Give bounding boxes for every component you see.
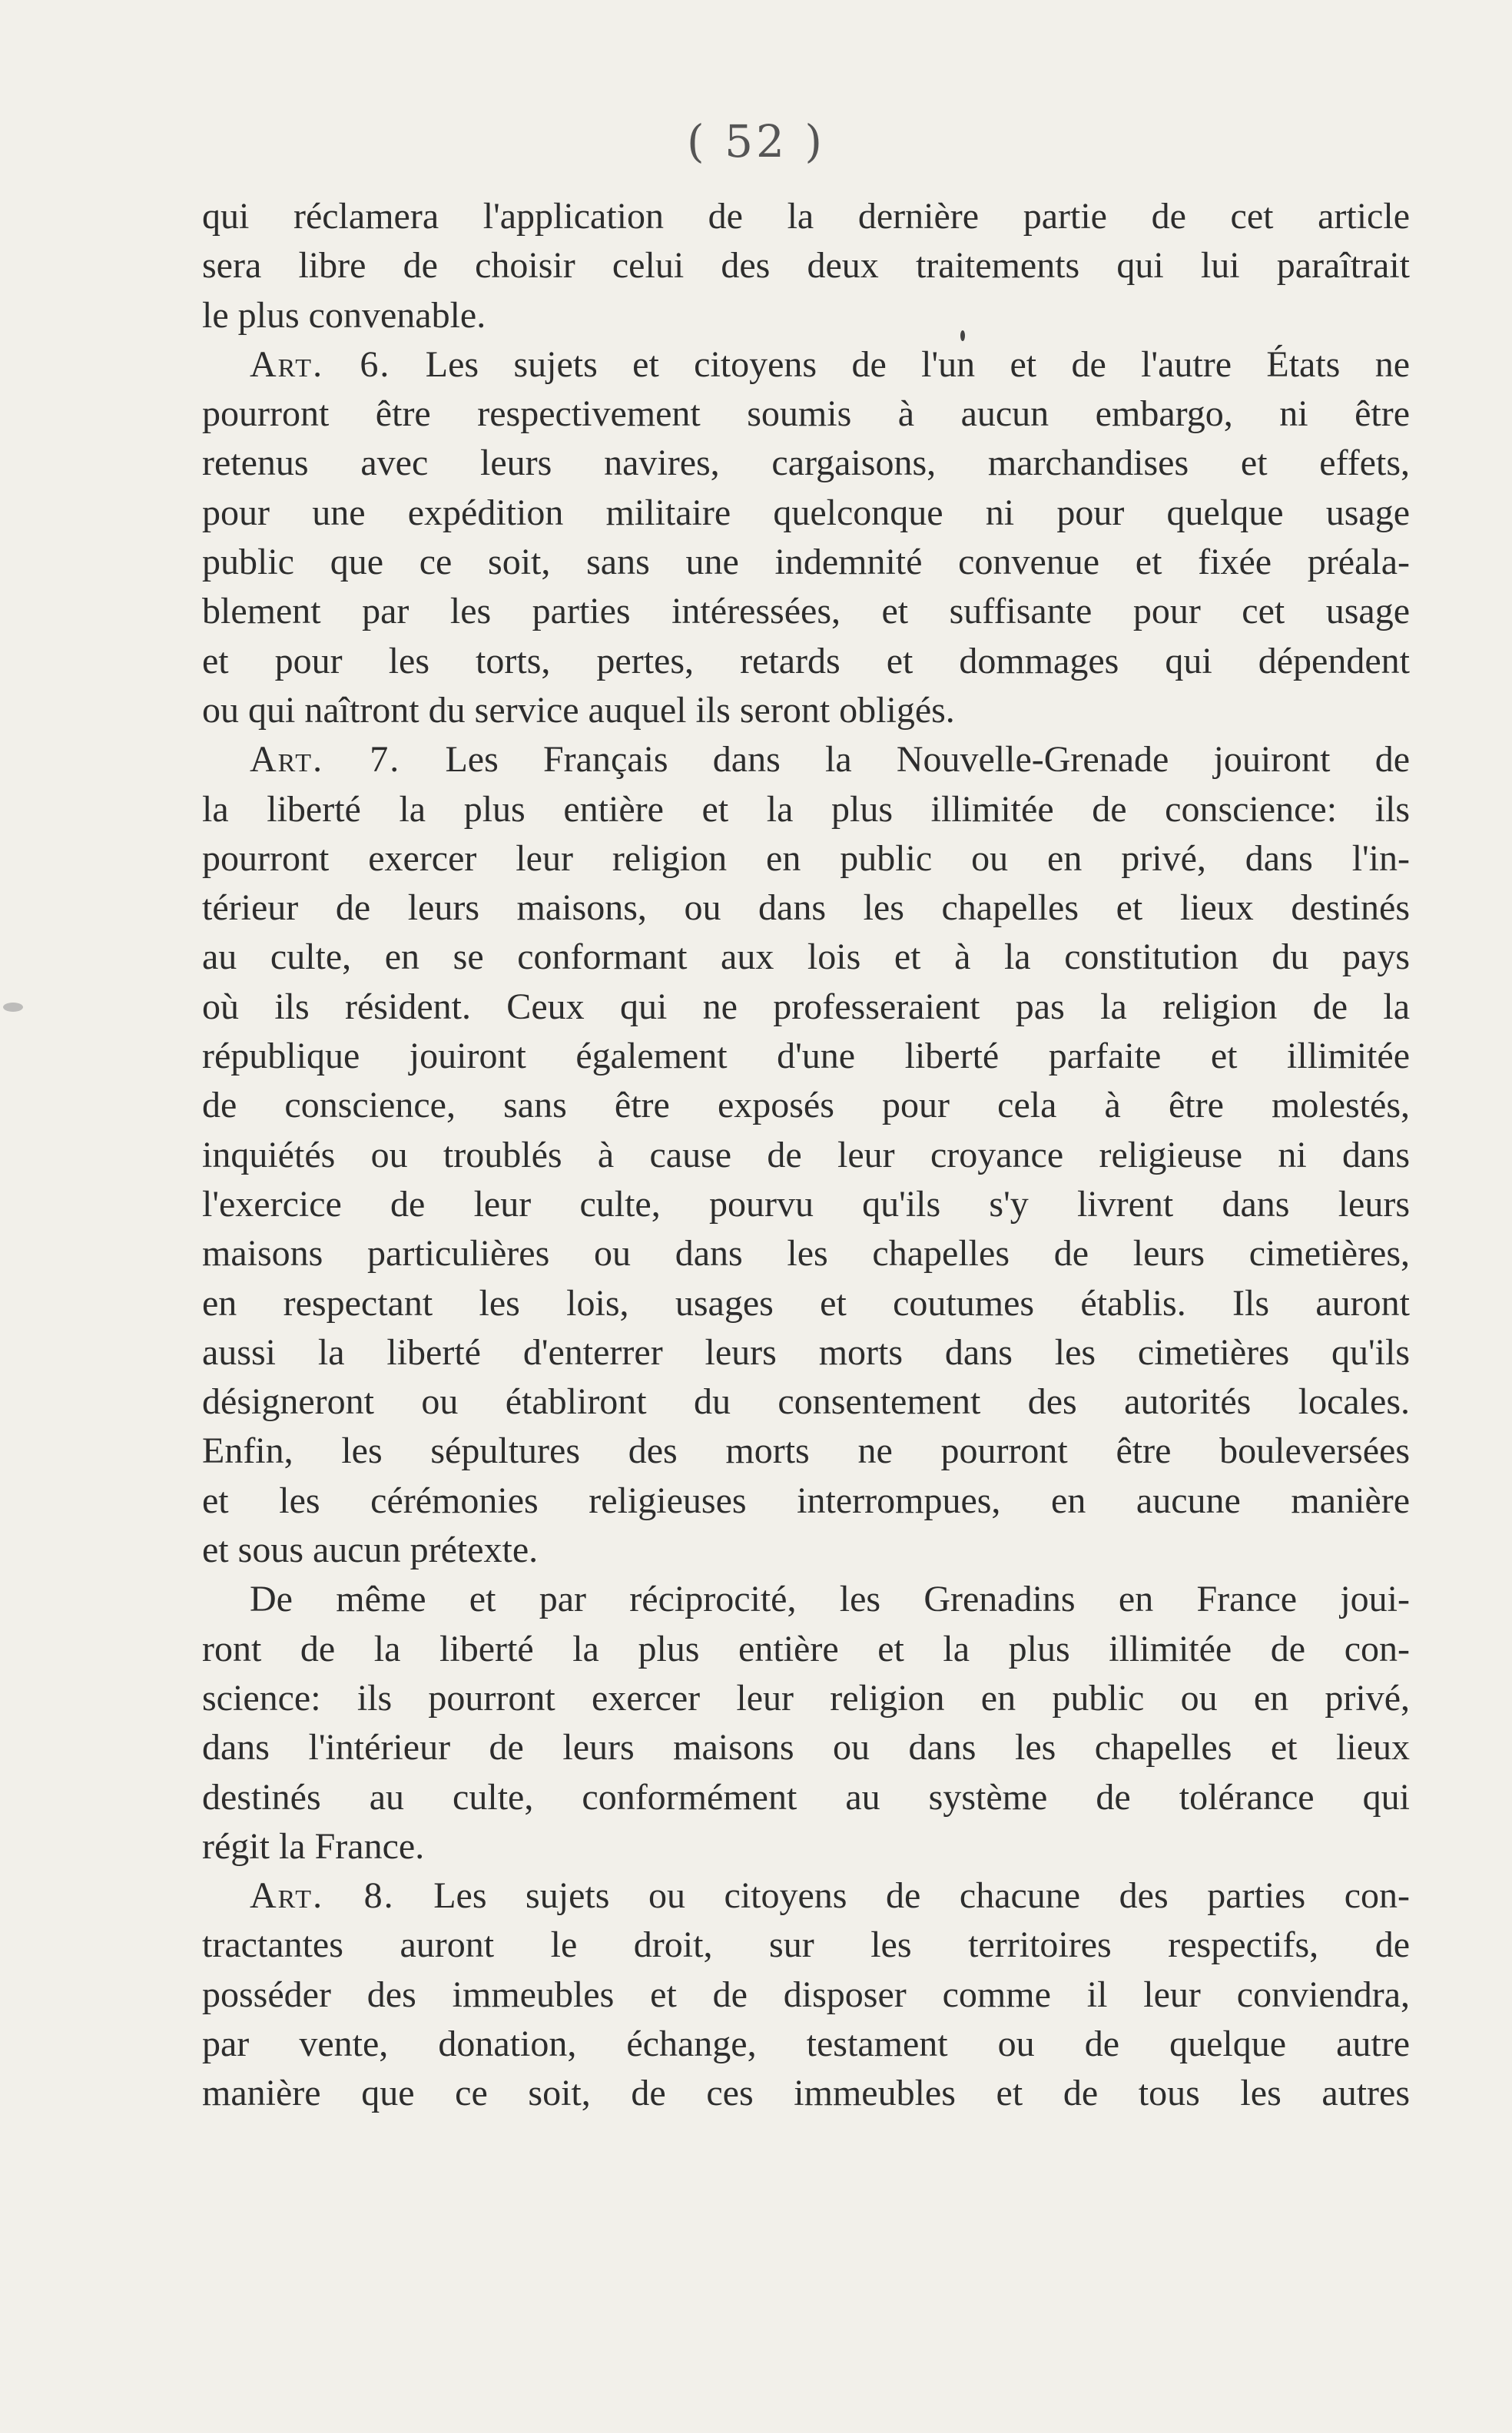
text-line: [202, 1625, 1410, 1674]
text-line: [202, 1081, 1410, 1130]
text-line: [202, 1526, 1410, 1575]
text-line: [202, 1180, 1410, 1229]
text-line-content: Les sujets ou citoyens de chacune des parties con-: [394, 1875, 1411, 1917]
text-line: [202, 1229, 1410, 1278]
text-line-content: et sous aucun prétexte.: [202, 1530, 539, 1571]
text-line-content: par vente, donation, échange, testament ou de quelque autre: [202, 2023, 1410, 2064]
text-line: [202, 1723, 1410, 1772]
text-line-content: désigneront ou établiront du consentement des autorités locales.: [202, 1381, 1410, 1423]
text-line-content: ou qui naîtront du service auquel ils seront obligés.: [202, 689, 955, 731]
text-line: [202, 686, 1410, 735]
text-line-content: qui réclamera l'application de la dernière partie de cet article: [202, 196, 1410, 237]
text-line-content: tractantes auront le droit, sur les territoires respectifs, de: [202, 1924, 1410, 1966]
text-line-content: science: ils pourront exercer leur religion en public ou en privé,: [202, 1677, 1410, 1719]
text-line-content: posséder des immeubles et de disposer comme il leur conviendra,: [202, 1974, 1410, 2015]
text-line: [202, 1427, 1410, 1476]
text-line: [202, 192, 1410, 241]
text-line: [202, 1871, 1410, 1921]
text-line-content: de conscience, sans être exposés pour cela à être molestés,: [202, 1085, 1410, 1126]
text-line: [202, 489, 1410, 538]
text-line-content: sera libre de choisir celui des deux traitements qui lui paraîtrait: [202, 245, 1410, 287]
text-line-content: au culte, en se conformant aux lois et à la constitution du pays: [202, 936, 1410, 978]
text-line: [202, 538, 1410, 587]
text-line: [202, 1674, 1410, 1723]
text-line: [202, 1131, 1410, 1180]
text-line-content: pourront exercer leur religion en public ou en privé, dans l'in-: [202, 837, 1410, 879]
text-line-content: l'exercice de leur culte, pourvu qu'ils s'y livrent dans leurs: [202, 1183, 1410, 1225]
text-line-content: régit la France.: [202, 1825, 425, 1867]
text-line-content: Enfin, les sépultures des morts ne pourront être bouleversées: [202, 1430, 1410, 1472]
article-label: Art. 6.: [250, 343, 391, 385]
text-line: [202, 735, 1410, 784]
text-line-content: et les cérémonies religieuses interrompues, en aucune manière: [202, 1480, 1410, 1521]
article-label: Art. 7.: [250, 739, 401, 781]
text-line-content: De même et par réciprocité, les Grenadins en France joui-: [250, 1579, 1410, 1620]
text-line: [202, 1279, 1410, 1328]
text-line: [202, 637, 1410, 686]
text-line-content: pour une expédition militaire quelconque ni pour quelque usage: [202, 492, 1410, 533]
text-line: [202, 2020, 1410, 2069]
text-line-content: où ils résident. Ceux qui ne professeraient pas la religion de la: [202, 986, 1410, 1027]
text-line: [202, 587, 1410, 636]
text-line-content: Les Français dans la Nouvelle-Grenade jouiront de: [400, 739, 1411, 781]
text-line: [202, 389, 1410, 439]
text-line: [202, 439, 1410, 488]
text-line-content: blement par les parties intéressées, et suffisante pour cet usage: [202, 591, 1410, 632]
text-line-content: dans l'intérieur de leurs maisons ou dans les chapelles et lieux: [202, 1727, 1410, 1768]
text-line-content: et pour les torts, pertes, retards et dommages qui dépendent: [202, 640, 1410, 681]
text-line: [202, 241, 1410, 290]
text-line: [202, 785, 1410, 834]
text-line-content: aussi la liberté d'enterrer leurs morts dans les cimetières qu'ils: [202, 1331, 1410, 1373]
body-text: [202, 192, 1410, 2119]
article-label: Art. 8.: [250, 1875, 395, 1917]
text-line-content: la liberté la plus entière et la plus illimitée de conscience: ils: [202, 788, 1410, 830]
text-line: [202, 1773, 1410, 1822]
page-number: ( 52 ): [687, 115, 825, 167]
text-line-content: ront de la liberté la plus entière et la plus illimitée de con-: [202, 1628, 1410, 1669]
text-line: [202, 1377, 1410, 1427]
text-line-content: inquiétés ou troublés à cause de leur croyance religieuse ni dans: [202, 1134, 1410, 1175]
text-line: [202, 1822, 1410, 1871]
text-line: [202, 1328, 1410, 1377]
text-line-content: Les sujets et citoyens de l'un et de l'autre États ne: [390, 343, 1411, 385]
text-line: [202, 933, 1410, 982]
text-line-content: manière que ce soit, de ces immeubles et de tous les autres: [202, 2073, 1410, 2114]
text-line-content: le plus convenable.: [202, 294, 486, 336]
text-line: [202, 1032, 1410, 1081]
text-line: [202, 1921, 1410, 1970]
text-line: [202, 883, 1410, 933]
text-line: [202, 2069, 1410, 2118]
text-line-content: térieur de leurs maisons, ou dans les chapelles et lieux destinés: [202, 887, 1410, 929]
text-line-content: maisons particulières ou dans les chapelles de leurs cimetières,: [202, 1233, 1410, 1275]
text-line: [202, 1575, 1410, 1624]
text-line: [202, 1477, 1410, 1526]
text-line-content: destinés au culte, conformément au système de tolérance qui: [202, 1776, 1410, 1818]
text-line-content: pourront être respectivement soumis à aucun embargo, ni être: [202, 393, 1410, 435]
text-line-content: république jouiront également d'une liberté parfaite et illimitée: [202, 1036, 1410, 1077]
edge-ink-mark: [3, 1003, 23, 1012]
text-line-content: public que ce soit, sans une indemnité convenue et fixée préala-: [202, 542, 1410, 583]
text-line-content: retenus avec leurs navires, cargaisons, marchandises et effets,: [202, 443, 1410, 484]
text-line: [202, 834, 1410, 883]
text-line-content: en respectant les lois, usages et coutumes établis. Ils auront: [202, 1282, 1410, 1324]
text-line: [202, 340, 1410, 389]
text-line: [202, 291, 1410, 340]
text-line: [202, 983, 1410, 1032]
text-line: [202, 1971, 1410, 2020]
